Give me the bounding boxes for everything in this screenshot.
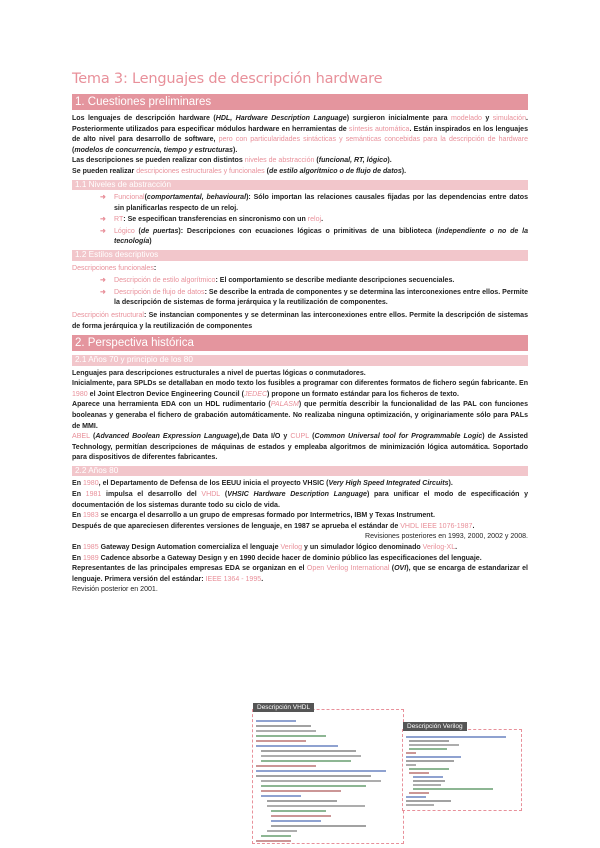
code-line [256,765,316,767]
paragraph-70s-2: Inicialmente, para SPLDs se detallaban en modo texto los fusibles a programar con diferentes formatos de fichero según fabricante. En 1980 el Joint Electron Device Engineering Council (JEDEC) propone un formato estándar para los ficheros de texto. [72,380,528,398]
section-heading-2: 2. Perspectiva histórica [72,335,528,351]
page-title: Tema 3: Lenguajes de descripción hardware [72,71,383,87]
code-line [261,785,366,787]
code-line [271,815,331,817]
paragraph-80s-2: En 1981 impulsa el desarrollo del VHDL (VHSIC Hardware Description Language) para unificar el modo de especificación y documentación de los sistemas durante todo su ciclo de vida. [72,491,529,509]
verilog-panel-title: Descripción Verilog [403,722,467,731]
code-line [409,740,449,742]
vhdl-panel-title: Descripción VHDL [253,703,314,712]
code-line [413,780,445,782]
code-line [406,736,506,738]
arrow-right-icon: ➜ [100,277,106,285]
verilog-code-panel [402,723,522,811]
paragraph-70s-3: Aparece una herramienta EDA con un HDL rudimentario (PALASM) que permitía describir la funcionalidad de las PAL con funciones booleanas y generaba el fichero de grabación automáticamente. No realizaba ninguna optimización, y originariamente sólo para PALs de MMI. [72,401,528,430]
code-line [406,760,454,762]
subheading-70s: 2.1 Años 70 y principio de los 80 [72,355,528,366]
code-line [406,796,426,798]
code-line [261,835,291,837]
list-item: ➜ RT: Se especifican transferencias en sincronismo con un reloj. [100,215,528,226]
code-line [256,775,371,777]
subheading-descriptive-styles: 1.2 Estilos descriptivos [72,250,528,261]
code-line [261,780,381,782]
code-line [256,770,386,772]
paragraph-70s-1: Lenguajes para descripciones estructurales a nivel de puertas lógicas o conmutadores. [72,369,366,377]
paragraph-abstraction: Las descripciones se pueden realizar con distintos niveles de abstracción (funcional, RT, lógico). [72,157,392,165]
paragraph-80s-1: En 1980, el Departamento de Defensa de los EEUU inicia el proyecto VHSIC (Very High Speed Integrated Circuits). [72,480,453,488]
subheading-abstraction-levels: 1.1 Niveles de abstracción [72,180,528,191]
paragraph-80s-6: En 1989 Cadence absorbe a Gateway Design y en 1990 decide hacer de dominio público las especificaciones del lenguaje. [72,554,482,562]
subheading-80s: 2.2 Años 80 [72,466,528,477]
code-line [267,830,297,832]
list-item: ➜ Funcional(comportamental, behavioural): Sólo importan las relaciones causales fijadas por las dependencias entre datos sin planificarlas respecto de un reloj. [100,194,528,212]
arrow-right-icon: ➜ [100,288,106,296]
code-line [409,772,429,774]
code-line [413,776,443,778]
abstraction-level-list [100,193,528,248]
code-line [409,792,429,794]
section-heading-1: 1. Cuestiones preliminares [72,94,528,110]
code-line [406,756,461,758]
code-line [256,840,291,842]
list-item: ➜ Lógico (de puertas): Descripciones con ecuaciones lógicas o primitivas de una biblioteca (independiente o no de la tecnología) [100,227,528,246]
paragraph-intro: Los lenguajes de descripción hardware (HDL, Hardware Description Language) surgieron inicialmente para modelado y simulación. Posteriormente utilizados para especificar módulos hardware en herramientas de síntesis automática. Están inspirados en los lenguajes de alto nivel para desarrollo de software, pero con particularidades sintácticas y semánticas concebidas para la descripción de hardware (modelos de concurrencia, tiempo y estructuras). [72,115,529,154]
paragraph-structural: Descripción estructural: Se instancian componentes y se determinan las interconexiones entre ellos. Permite la descripción de sistemas de forma jerárquica y la reutilización de componentes [72,311,529,330]
code-line [256,735,326,737]
paragraph-80s-7: Representantes de las principales empresas EDA se organizan en el Open Verilog International (OVI), que se encarga de estandarizar el lenguaje. Primera versión del estándar: IEEE 1364 - 1995. [72,565,528,583]
list-item: ➜ Descripción de flujo de datos: Se describe la entrada de componentes y se determina las interconexiones entre ellos. Permite la descripción de sistemas de forma jerárquica y la reutilización de componentes. [100,288,528,307]
code-line [261,755,361,757]
paragraph-80s-4: Después de que apareciesen diferentes versiones de lenguaje, en 1987 se aprueba el estándar de VHDL IEEE 1076-1987. [72,522,475,530]
code-line [256,745,338,747]
code-line [409,744,459,746]
code-line [261,760,351,762]
code-line [406,804,434,806]
arrow-right-icon: ➜ [100,216,106,224]
descriptive-style-list [100,276,528,309]
code-comparison-figure [252,703,522,843]
paragraph-70s-4: ABEL (Advanced Boolean Expression Language),de Data I/O y CUPL (Common Universal tool for Programmable Logic) de Assisted Technology, permitían descripciones de máquinas de estados y empleaba algoritmos de minimización lógica automática. Soportado para dispositivos de diferentes fabricantes. [72,433,528,462]
code-line [409,768,449,770]
code-line [267,800,337,802]
list-item: ➜ Descripción de estilo algorítmico: El comportamiento se describe mediante descripciones secuenciales. [100,276,528,287]
vhdl-code-panel [252,704,404,844]
code-line [256,730,316,732]
code-line [409,748,447,750]
paragraph-revisions-verilog: Revisión posterior en 2001. [72,586,158,594]
paragraph-revisions-vhdl: Revisiones posteriores en 1993, 2000, 2002 y 2008. [365,533,528,541]
code-line [406,800,451,802]
code-line [406,752,416,754]
code-line [413,784,441,786]
paragraph-functional-label: Descripciones funcionales: [72,264,157,272]
arrow-right-icon: ➜ [100,227,106,235]
code-line [256,740,306,742]
code-line [261,750,356,752]
code-line [267,805,365,807]
code-line [256,720,296,722]
code-line [413,788,493,790]
document-content [72,70,528,596]
code-line [271,825,366,827]
code-line [261,795,301,797]
paragraph-80s-5: En 1985 Gateway Design Automation comercializa el lenguaje Verilog y un simulador lógico denominado Verilog-XL. [72,544,458,551]
code-line [271,820,321,822]
paragraph-80s-3: En 1983 se encarga el desarrollo a un grupo de empresas formado por Intermetrics, IBM y Texas Instrument. [72,512,435,520]
code-line [271,810,326,812]
code-line [256,725,311,727]
code-line [261,790,341,792]
code-line [406,764,416,766]
arrow-right-icon: ➜ [100,194,106,202]
paragraph-styles: Se pueden realizar descripciones estructurales y funcionales (de estilo algorítmico o de flujo de datos). [72,167,407,175]
